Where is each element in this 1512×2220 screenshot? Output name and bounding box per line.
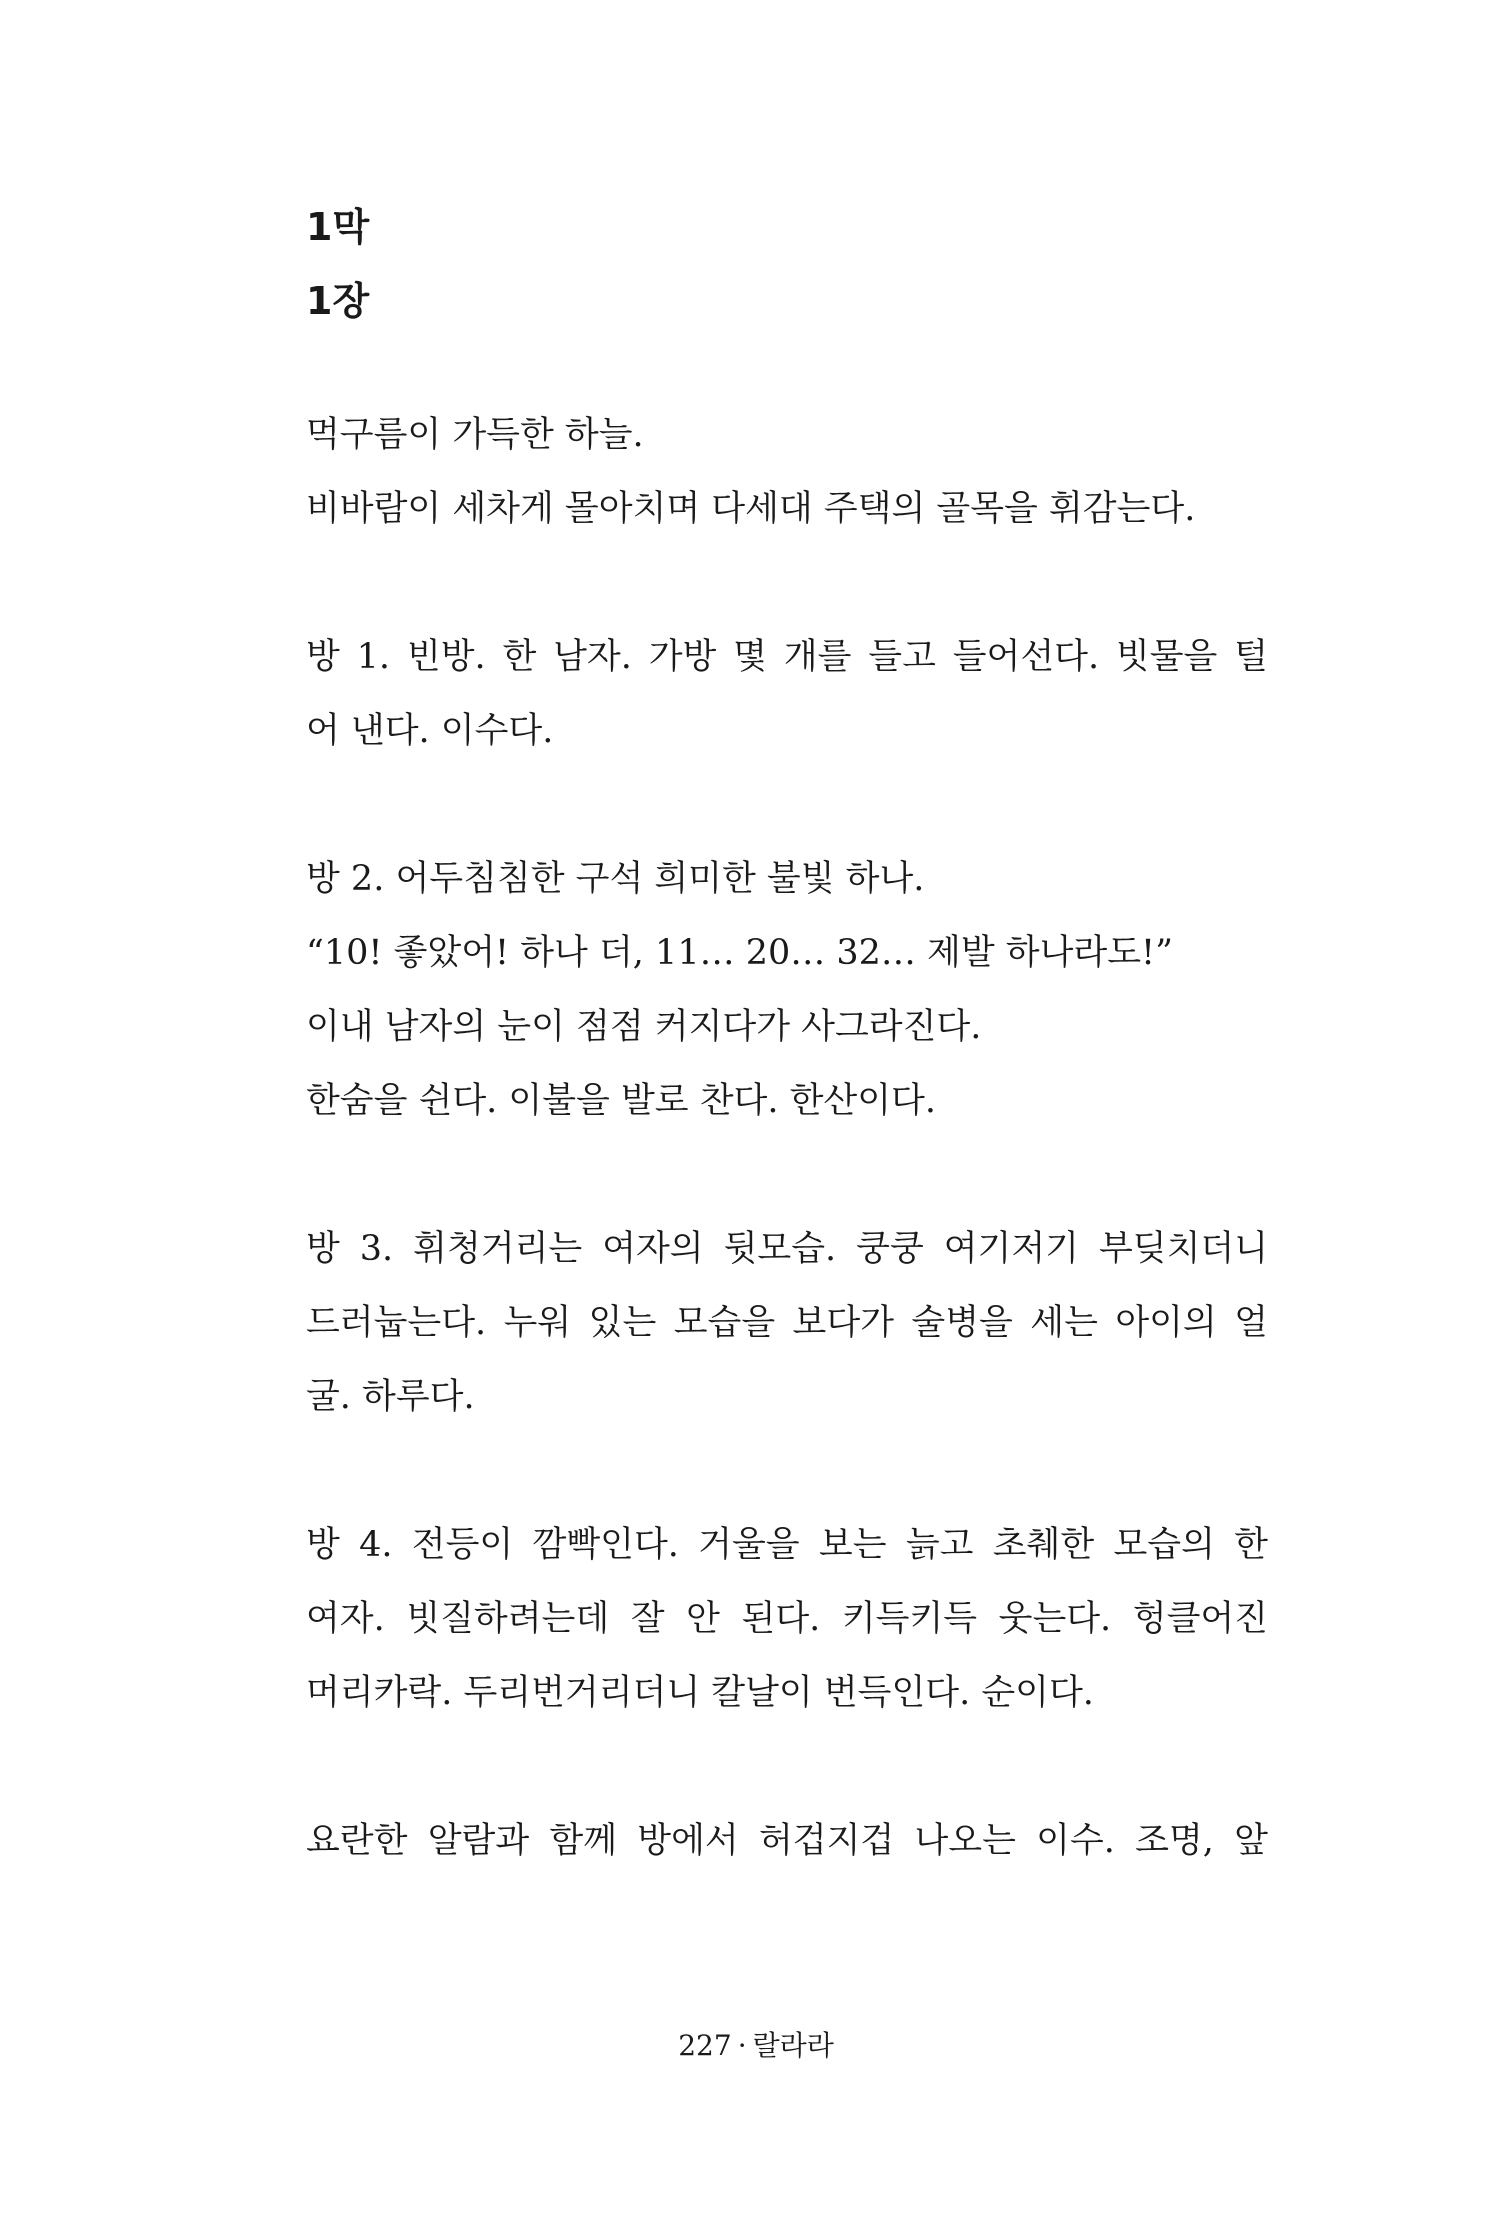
- act-heading: 1막: [306, 205, 370, 249]
- page-number: 227: [678, 2029, 732, 2062]
- text-line: 한숨을 쉰다. 이불을 발로 찬다. 한산이다.: [306, 1081, 936, 1121]
- paragraph: [306, 1212, 1268, 1434]
- paragraph: [306, 398, 1268, 546]
- page-footer: [0, 2026, 1512, 2066]
- paragraph: [306, 620, 1268, 768]
- scene-headings: [306, 190, 1206, 338]
- text-line: 머리카락. 두리번거리더니 칼날이 번득인다. 순이다.: [306, 1673, 1094, 1713]
- text-line: 여자. 빗질하려는데 잘 안 된다. 키득키득 웃는다. 헝클어진: [306, 1599, 1268, 1639]
- script-body: [306, 398, 1268, 1878]
- footer-separator: ·: [737, 2029, 747, 2062]
- text-line: 방 1. 빈방. 한 남자. 가방 몇 개를 들고 들어선다. 빗물을 털: [306, 637, 1268, 677]
- paragraph: [306, 1508, 1268, 1730]
- text-line: 방 4. 전등이 깜빡인다. 거울을 보는 늙고 초췌한 모습의 한: [306, 1525, 1268, 1565]
- text-line: 비바람이 세차게 몰아치며 다세대 주택의 골목을 휘감는다.: [306, 489, 1196, 529]
- paragraph: [306, 842, 1268, 1138]
- running-title: 랄라라: [752, 2029, 834, 2062]
- text-line: 먹구름이 가득한 하늘.: [306, 415, 644, 455]
- scene-heading: 1장: [306, 279, 370, 323]
- dialogue-line: “10! 좋았어! 하나 더, 11… 20… 32… 제발 하나라도!”: [306, 933, 1173, 973]
- text-line: 어 낸다. 이수다.: [306, 711, 554, 751]
- paragraph: [306, 1804, 1268, 1878]
- text-line: 방 3. 휘청거리는 여자의 뒷모습. 쿵쿵 여기저기 부딪치더니: [306, 1229, 1268, 1269]
- text-line: 방 2. 어두침침한 구석 희미한 불빛 하나.: [306, 859, 925, 899]
- text-line: 이내 남자의 눈이 점점 커지다가 사그라진다.: [306, 1007, 982, 1047]
- text-line: 드러눕는다. 누워 있는 모습을 보다가 술병을 세는 아이의 얼: [306, 1303, 1268, 1343]
- text-line: 굴. 하루다.: [306, 1377, 475, 1417]
- text-line: 요란한 알람과 함께 방에서 허겁지겁 나오는 이수. 조명, 앞: [306, 1821, 1268, 1861]
